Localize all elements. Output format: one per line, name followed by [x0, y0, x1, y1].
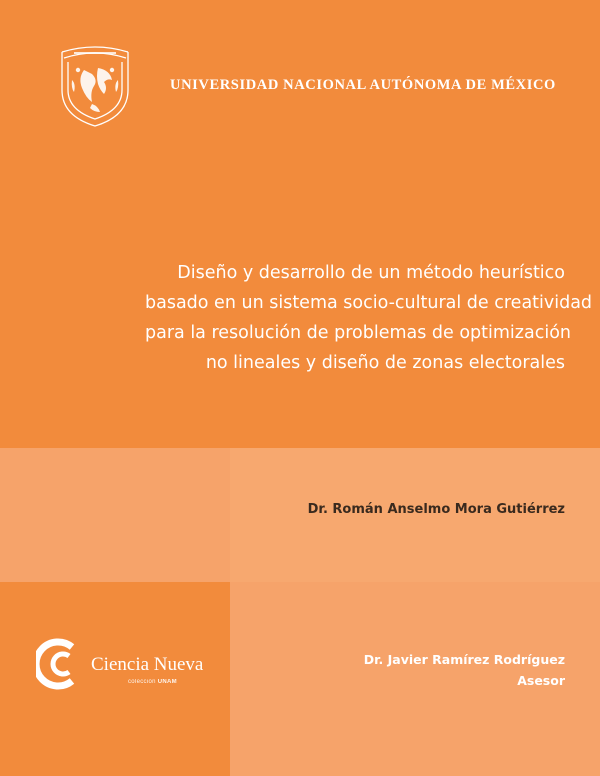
title-line: para la resolución de problemas de optimización	[145, 323, 571, 343]
author-name: Dr. Román Anselmo Mora Gutiérrez	[307, 502, 565, 517]
unam-seal-icon	[54, 40, 136, 130]
advisor-role: Asesor	[517, 673, 565, 688]
ciencia-nueva-logo-icon	[36, 636, 86, 692]
logo-subtitle	[128, 679, 177, 685]
title-line: no lineales y diseño de zonas electorales	[205, 353, 565, 373]
advisor-name: Dr. Javier Ramírez Rodríguez	[363, 652, 565, 667]
university-name: UNIVERSIDAD NACIONAL AUTÓNOMA DE MÉXICO	[170, 77, 556, 93]
background-band-left	[0, 448, 230, 582]
title-line: Diseño y desarrollo de un método heurístico	[177, 263, 565, 283]
logo-subtitle-brand: UNAM	[157, 679, 177, 685]
advisor-block	[364, 649, 565, 691]
background-bottom-left	[0, 582, 230, 776]
logo-subtitle-prefix: colección	[128, 679, 156, 685]
title-line: basado en un sistema socio-cultural de creatividad	[145, 293, 593, 313]
logo-name: Ciencia Nueva	[91, 654, 204, 675]
book-title	[145, 258, 593, 378]
